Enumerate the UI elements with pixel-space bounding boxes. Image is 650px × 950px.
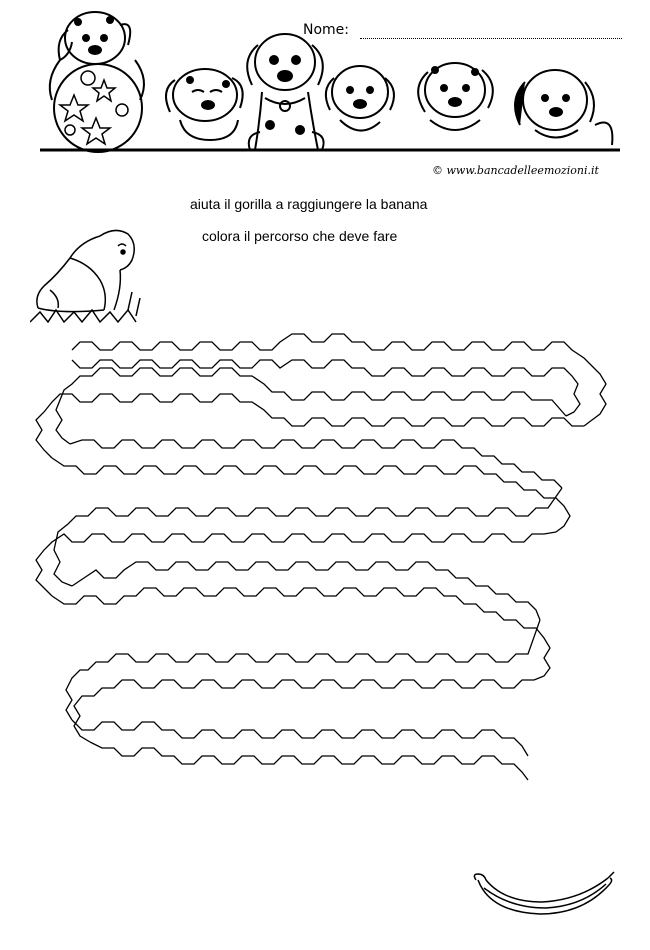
banana-icon bbox=[470, 868, 620, 928]
name-label: Nome: bbox=[303, 22, 350, 38]
watermark: © www.bancadelleemozioni.it bbox=[432, 164, 599, 177]
instruction-line-2: colora il percorso che deve fare bbox=[202, 228, 398, 244]
maze-path bbox=[0, 320, 650, 880]
name-field-line bbox=[360, 38, 622, 39]
gorilla-icon bbox=[30, 224, 145, 329]
instruction-line-1: aiuta il gorilla a raggiungere la banana bbox=[190, 196, 428, 212]
